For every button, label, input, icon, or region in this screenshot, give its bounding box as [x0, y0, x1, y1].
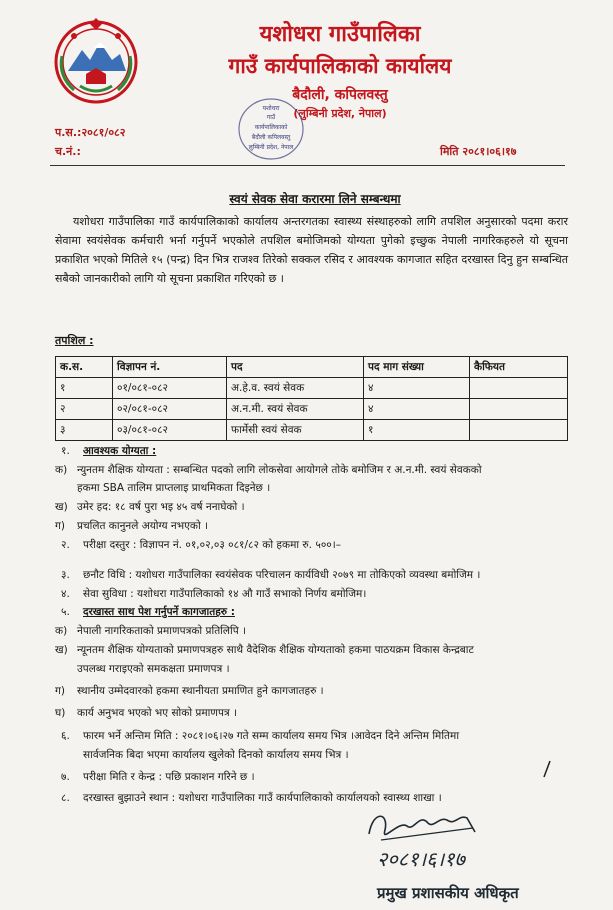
stamp-line: यशोधरा [262, 105, 280, 112]
signature-date: २०८१।६।१७ [377, 847, 465, 871]
item-text: स्थानीय उम्मेदवारको हकमा स्थानीयता प्रमाणित हुने कागजातहरु । [77, 685, 324, 697]
dispatch-number: च.नं.: [55, 145, 81, 158]
notice-subject: स्वयं सेवक सेवा करारमा लिने सम्बन्धमा [229, 192, 401, 206]
column-header: पद [227, 357, 364, 378]
table-cell: ३ [56, 420, 113, 441]
vacancy-table [55, 356, 568, 441]
item-text: उमेर हद: १८ वर्ष पुरा भइ ४५ वर्ष ननाघेको । [77, 501, 245, 513]
list-item [61, 605, 235, 619]
list-item [61, 444, 156, 458]
item-number: ४. [61, 588, 70, 600]
list-item [55, 519, 208, 533]
item-text: छनौट विधि : यशोधरा गाउँपालिका स्वयंसेवक परिचालन कार्यविधी २०७९ मा तोकिएको व्यवस्था बमोजिम । [83, 569, 481, 581]
list-item [61, 770, 255, 784]
table-cell: ०१/०८१-०८२ [113, 378, 227, 399]
table-cell: ४ [364, 378, 470, 399]
column-header: कैफियत [470, 357, 568, 378]
letterhead-divider [50, 165, 565, 166]
item-number: १. [61, 445, 70, 457]
table-cell: अ.न.मी. स्वयं सेवक [227, 399, 364, 420]
section-heading: दरखास्त साथ पेश गर्नुपर्ने कागजातहरु : [83, 606, 235, 618]
table-cell: १ [364, 420, 470, 441]
pen-mark-icon [540, 760, 554, 778]
table-cell [470, 399, 568, 420]
list-item-continuation [55, 481, 270, 495]
table-cell: फार्मेसी स्वयं सेवक [227, 420, 364, 441]
item-text: सार्वजनिक बिदा भएमा कार्यालय खुलेको दिनको कार्यालय समय भित्र । [83, 749, 349, 761]
item-text: नेपाली नागरिकताको प्रमाणपत्रको प्रतिलिपि । [77, 625, 247, 637]
item-text: परीक्षा मिति र केन्द्र : पछि प्रकाशन गरिने छ । [83, 771, 255, 783]
table-cell [470, 378, 568, 399]
item-letter: ग) [55, 520, 66, 532]
stamp-line: लुम्बिनी प्रदेश, नेपाल [248, 144, 294, 151]
item-text: परीक्षा दस्तुर : विज्ञापन नं. ०१,०२,०३ ०८१/८२ को हकमा रु. ५००।– [83, 539, 341, 551]
signature-title: प्रमुख प्रशासकीय अधिकृत [377, 884, 519, 902]
stamp-line: गाउँ [266, 114, 276, 121]
list-item [55, 643, 474, 657]
item-number: ३. [61, 569, 70, 581]
item-text: दरखास्त बुझाउने स्थान : यशोधरा गाउँपालिका गाउँ कार्यपालिकाको कार्यालयको स्वास्थ्य शाखा । [83, 792, 442, 804]
item-number: ७. [61, 771, 70, 783]
item-text: सेवा सुविधा : यशोधरा गाउँपालिकाको १४ औ गाउँ सभाको निर्णय बमोजिम। [83, 588, 367, 600]
reference-number: प.स.:२०८१/०८२ [55, 126, 126, 139]
list-item [61, 729, 459, 743]
list-item [55, 684, 324, 698]
item-letter: ख) [55, 644, 68, 656]
issue-date: मिति २०८१।०६।१७ [440, 145, 517, 158]
table-row [56, 399, 568, 420]
table-row [56, 378, 568, 399]
letterhead-office: गाउँ कार्यपालिकाको कार्यालय [228, 54, 452, 78]
item-text: उपलब्ध गराइएको समकक्षता प्रमाणपत्र । [77, 663, 230, 675]
item-number: ६. [61, 730, 70, 742]
column-header: विज्ञापन नं. [113, 357, 227, 378]
table-header-row [56, 357, 568, 378]
item-text: कार्य अनुभव भएको भए सोको प्रमाणपत्र । [77, 707, 238, 719]
table-row [56, 420, 568, 441]
list-item [61, 587, 366, 601]
item-number: ५. [61, 606, 70, 618]
table-cell: १ [56, 378, 113, 399]
letterhead-municipality: यशोधरा गाउँपालिका [259, 22, 421, 47]
letterhead-province: (लुम्बिनी प्रदेश, नेपाल) [293, 107, 387, 120]
item-text: प्रचलित कानुनले अयोग्य नभएको । [77, 520, 209, 532]
list-item [55, 706, 237, 720]
stamp-line: बैदौली कपिलवस्तु [251, 134, 291, 141]
list-item-continuation [61, 748, 349, 762]
stamp-line: कार्यपालिकाको [254, 124, 288, 131]
list-item [55, 624, 246, 638]
column-header: पद माग संख्या [364, 357, 470, 378]
table-cell: अ.हे.व. स्वयं सेवक [227, 378, 364, 399]
list-item [55, 500, 245, 514]
list-item-continuation [55, 662, 230, 676]
item-text: फारम भर्ने अन्तिम मिति : २०८१।०६।२७ गते सम्म कार्यालय समय भित्र ।आवेदन दिने अन्तिम मितिमा [83, 730, 460, 742]
table-cell [470, 420, 568, 441]
item-letter: क) [55, 464, 68, 476]
table-cell: २ [56, 399, 113, 420]
notice-paragraph: यशोधरा गाउँपालिका गाउँ कार्यपालिकाको कार्यालय अन्तरगतका स्वास्थ्य संस्थाहरुको लागि तपशिल अनुसारको पदमा करार सेवामा स्वयंसेवक कर्मचारी भर्ना गर्नुपर्ने भएकोले तपशिल बमोजिमको योग्यता पुगेको इच्छुक नेपाली नागरिकहरुले यो सूचना प्रकाशित भएको मितिले १५ (पन्द्र) दिन भित्र राजश्व तिरेको सक्कल रसिद र आवश्यक कागजात सहित दरखास्त दिनु हुन सम्बन्धित सबैको जानकारीको लागि यो सूचना प्रकाशित गरिएको छ । [55, 215, 568, 285]
list-item [55, 463, 482, 477]
item-number: २. [61, 539, 70, 551]
table-cell: ०२/०८१-०८२ [113, 399, 227, 420]
office-stamp [236, 96, 306, 162]
table-cell: ४ [364, 399, 470, 420]
item-text: हकमा SBA तालिम प्राप्तलाइ प्राथमिकता दिइनेछ । [77, 482, 271, 494]
column-header: क.स. [56, 357, 113, 378]
letterhead-address: बैदौली, कपिलवस्तु [292, 87, 388, 103]
details-label: तपशिल : [55, 334, 94, 347]
nepal-emblem-logo [50, 16, 142, 108]
item-letter: ख) [55, 501, 68, 513]
item-letter: क) [55, 625, 68, 637]
item-letter: ग) [55, 685, 66, 697]
item-text: न्यूनतम शैक्षिक योग्यताको प्रमाणपत्रहरु साथै वैदेशिक शैक्षिक योग्यताको हकमा पाठयक्रम विकास केन्द्रबाट [77, 644, 474, 656]
item-number: ८. [61, 792, 70, 804]
table-cell: ०३/०८१-०८२ [113, 420, 227, 441]
section-heading: आवश्यक योग्यता : [83, 445, 157, 457]
signature-scribble [369, 816, 475, 834]
item-letter: घ) [55, 707, 66, 719]
signature-block [355, 800, 565, 908]
item-text: न्युनतम शैक्षिक योग्यता : सम्बन्धित पदको लागि लोकसेवा आयोगले तोके बमोजिम र अ.न.मी. स्वयं सेवकको [77, 464, 482, 476]
list-item [61, 568, 480, 582]
list-item [61, 538, 341, 552]
